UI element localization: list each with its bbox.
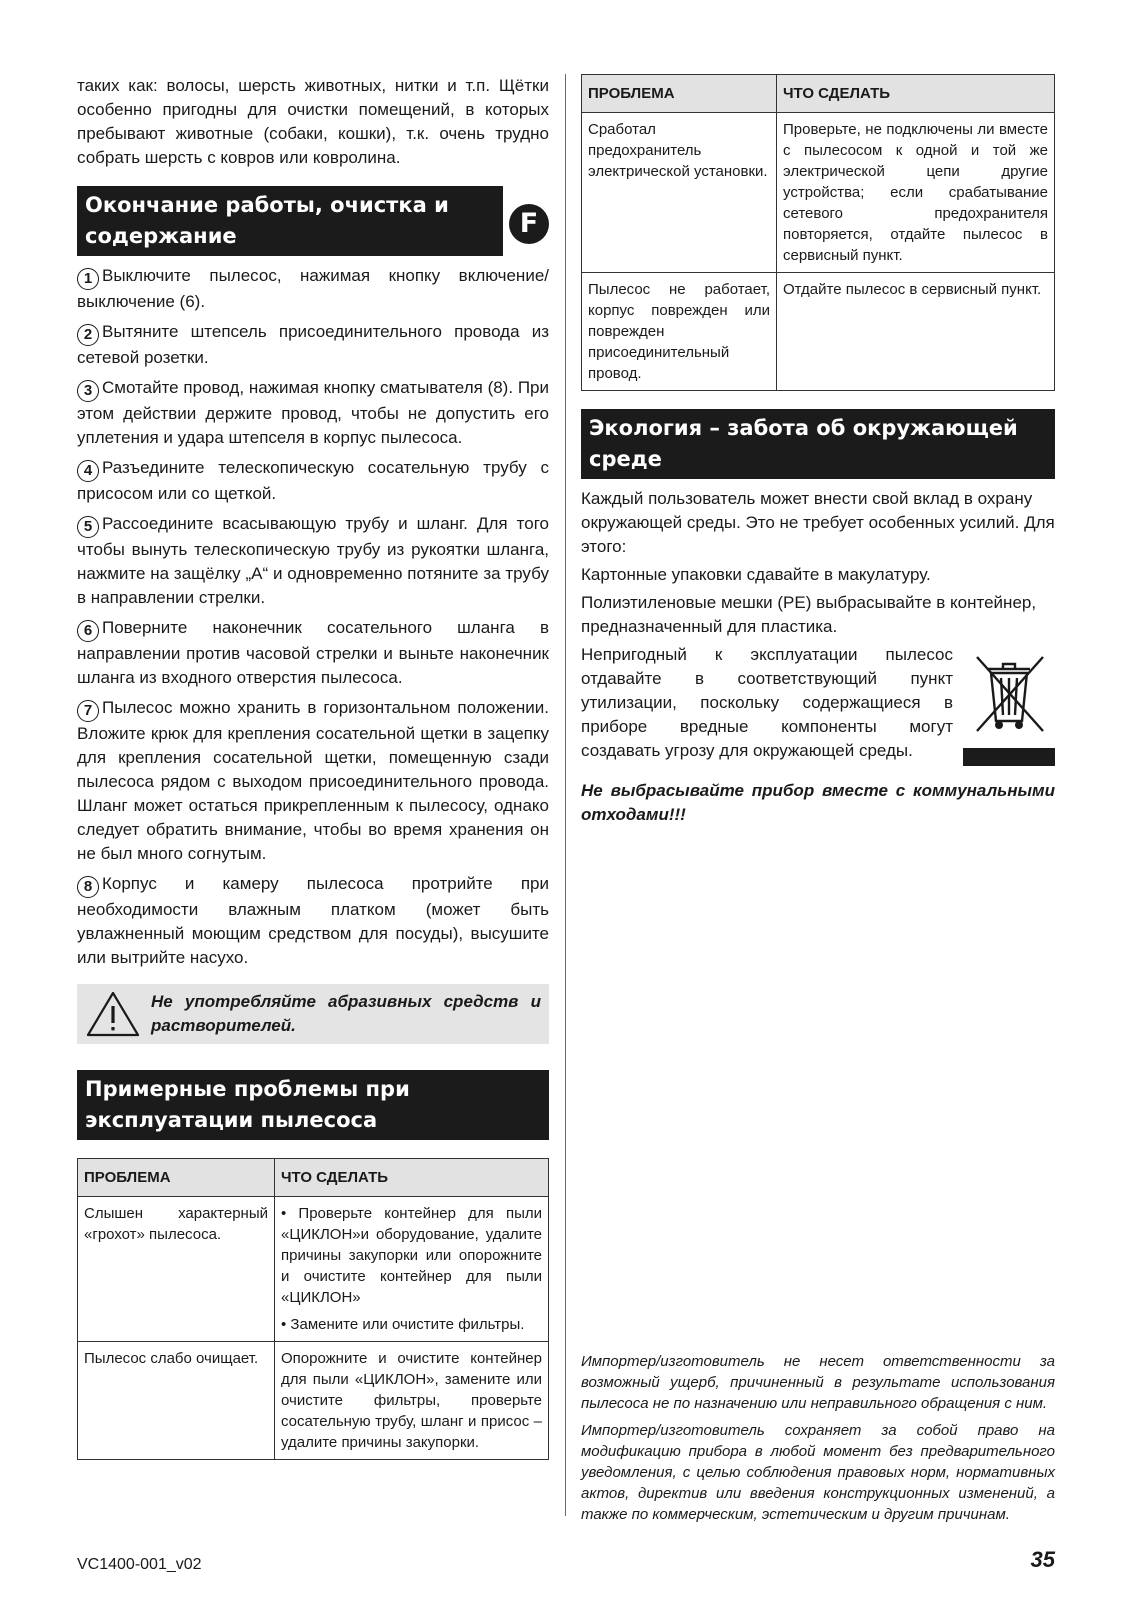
disclaimer-paragraph: Импортер/изготовитель сохраняет за собой право на модификацию прибора в любой момент без предварительного уведомления, с целью соблюдения правовых норм, нормативных актов, директив или введения конструкционных изменений, а также по коммерческим, эстетическим и другим причинам. [581,1422,1055,1523]
step-text: Поверните наконечник сосательного шланга в направлении против часовой стрелки и выньте наконечник шланга из входного отверстия пылесоса. [77,618,549,687]
disclaimer-paragraph: Импортер/изготовитель не несет ответственности за возможный ущерб, причиненный в результате использования пылесоса не по назначению или неправильного обращения с ним. [581,1353,1055,1412]
step-text: Смотайте провод, нажимая кнопку сматывателя (8). При этом действии держите провод, чтобы не допустить его уплетения и удара штепселя в корпус пылесоса. [77,378,549,447]
step-4 [77,456,549,506]
document-code: VC1400-001_v02 [77,1556,202,1573]
table-row [78,1197,549,1342]
warning-box [77,984,549,1044]
action-cell: Проверьте, не подключены ли вместе с пылесосом к одной и той же электрической цепи другие устройства; если срабатывание сетевого предохранителя повторяется, отдайте пылесос в сервисный пункт. [777,113,1055,273]
problem-cell: Пылесос не работает, корпус поврежден или поврежден присоединительный провод. [582,273,777,391]
cleaning-heading: Окончание работы, очистка и содержание [77,186,503,256]
step-6 [77,616,549,690]
step-text: Корпус и камеру пылесоса протрийте при необходимости влажным платком (может быть увлажненный моющим средством для посуды), высушите или вытрийте насухо. [77,874,549,967]
step-number: 1 [77,268,99,290]
step-number: 6 [77,620,99,642]
step-8 [77,872,549,970]
ecology-paragraph: Каждый пользователь может внести свой вклад в охрану окружающей среды. Это не требует особенных усилий. Для этого: [581,489,1055,556]
step-text: Разъедините телескопическую сосательную трубу с присосом или со щеткой. [77,458,549,503]
step-number: 5 [77,516,99,538]
column-header-problem: ПРОБЛЕМА [582,75,777,113]
right-column [581,74,1055,827]
crossed-bin-icon [963,645,1055,737]
ecology-paragraph: Картонные упаковки сдавайте в макулатуру. [581,565,931,584]
step-text: Выключите пылесос, нажимая кнопку включение/выключение (6). [77,266,549,311]
page-number: 35 [1030,1547,1055,1572]
step-2 [77,320,549,370]
table-row [78,1342,549,1460]
problem-cell: Слышен характерный «грохот» пылесоса. [78,1197,275,1342]
section-f-badge: F [509,204,549,244]
warning-text: Не употребляйте абразивных средств и растворителей. [151,992,541,1035]
cleaning-heading-wrap [77,186,549,256]
left-column [77,74,549,1460]
warning-triangle-icon [85,990,141,1038]
action-item: • Проверьте контейнер для пыли «ЦИКЛОН»и оборудование, удалите причины закупорки или опорожните и очистите контейнер для пыли «ЦИКЛОН» [281,1205,542,1306]
problem-cell: Сработал предохранитель электрической установки. [582,113,777,273]
problems-heading: Примерные проблемы при эксплуатации пылесоса [77,1070,549,1140]
ecology-heading: Экология – забота об окружающей среде [581,409,1055,479]
step-7 [77,696,549,866]
table-row [582,113,1055,273]
action-cell: Опорожните и очистите контейнер для пыли «ЦИКЛОН», замените или очистите фильтры, проверьте сосательную трубу, шланг и присос – удалите причины закупорки. [275,1342,549,1460]
problems-table [77,1158,549,1460]
problems-table-continued [581,74,1055,391]
column-header-action: ЧТО СДЕЛАТЬ [777,75,1055,113]
step-number: 2 [77,324,99,346]
ecology-paragraph: Непригодный к эксплуатации пылесос отдавайте в соответствующий пункт утилизации, поскольку содержащиеся в приборе вредные компоненты могут создавать угрозу для окружающей среды. [581,645,953,760]
step-text: Рассоедините всасывающую трубу и шланг. Для того чтобы вынуть телескопическую трубу из рукоятки шланга, нажмите на защёлку „A“ и одновременно потяните за трубу в направлении стрелки. [77,514,549,607]
column-header-action: ЧТО СДЕЛАТЬ [275,1159,549,1197]
step-number: 4 [77,460,99,482]
ecology-paragraph: Полиэтиленовые мешки (PE) выбрасывайте в контейнер, предназначенный для пластика. [581,593,1037,636]
table-header-row [78,1159,549,1197]
step-number: 8 [77,876,99,898]
table-row [582,273,1055,391]
intro-paragraph: таких как: волосы, шерсть животных, нитки и т.п. Щётки особенно пригодны для очистки помещений, в которых пребывают животные (собаки, кошки), т.к. очень трудно собрать шерсть с ковров или ковролина. [77,76,549,167]
ecology-warning: Не выбрасывайте прибор вместе с коммунальными отходами!!! [581,781,1055,824]
problem-cell: Пылесос слабо очищает. [78,1342,275,1460]
step-1 [77,264,549,314]
step-number: 3 [77,380,99,402]
ecology-heading-wrap [581,409,1055,479]
action-cell: Отдайте пылесос в сервисный пункт. [777,273,1055,391]
table-header-row [582,75,1055,113]
disclaimer [581,1351,1055,1531]
problems-heading-wrap [77,1070,549,1140]
step-5 [77,512,549,610]
weee-symbol [963,645,1055,766]
column-header-problem: ПРОБЛЕМА [78,1159,275,1197]
column-divider [565,74,566,1516]
step-text: Вытяните штепсель присоединительного провода из сетевой розетки. [77,322,549,367]
step-3 [77,376,549,450]
weee-bar [963,748,1055,766]
action-item: • Замените или очистите фильтры. [281,1316,525,1333]
step-number: 7 [77,700,99,722]
step-text: Пылесос можно хранить в горизонтальном положении. Вложите крюк для крепления сосательной щетки в зацепку для крепления сосательной щетки, помещенную сзади пылесоса рядом с выходом присоединительного провода. Шланг может остаться прикрепленным к пылесосу, однако следует обратить внимание, чтобы во время хранения он не был много согнутым. [77,698,549,863]
action-cell [275,1197,549,1342]
